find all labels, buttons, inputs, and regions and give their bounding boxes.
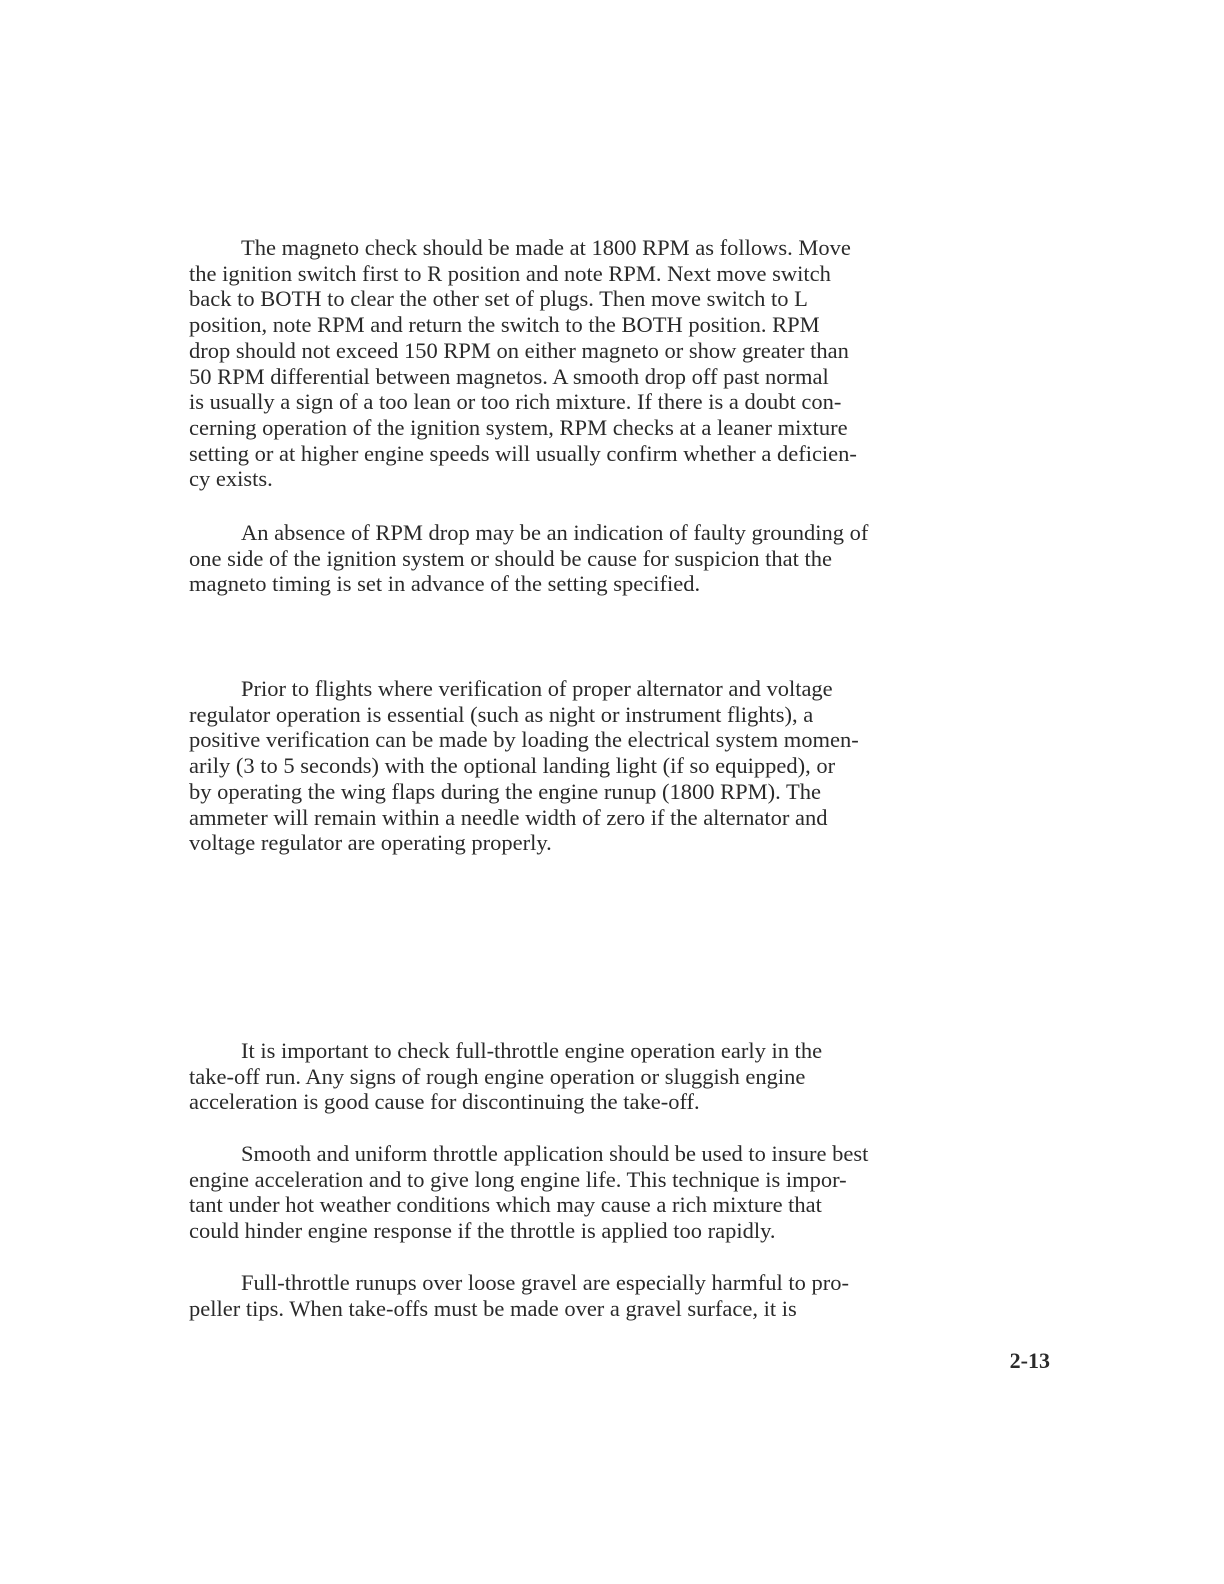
text-line: is usually a sign of a too lean or too rich mixture. If there is a doubt con- (189, 389, 842, 415)
text-line: cerning operation of the ignition system, RPM checks at a leaner mixture (189, 414, 848, 440)
paragraph-alternator-check (189, 676, 1049, 856)
text-line: engine acceleration and to give long engine life. This technique is impor- (189, 1166, 847, 1192)
text-line: It is important to check full-throttle engine operation early in the (241, 1038, 823, 1063)
text-line: Smooth and uniform throttle application should be used to insure best (241, 1141, 869, 1166)
paragraph-magneto-check (189, 235, 1049, 492)
text-line: The magneto check should be made at 1800 RPM as follows. Move (241, 235, 851, 260)
text-line: magneto timing is set in advance of the setting specified. (189, 571, 701, 597)
paragraph-gravel-runups (189, 1270, 1049, 1321)
text-line: positive verification can be made by loading the electrical system momen- (189, 727, 859, 753)
text-line: peller tips. When take-offs must be made over a gravel surface, it is (189, 1295, 797, 1321)
paragraph-full-throttle-check (189, 1038, 1049, 1115)
text-line: could hinder engine response if the throttle is applied too rapidly. (189, 1218, 776, 1244)
text-line: one side of the ignition system or should be cause for suspicion that the (189, 545, 833, 571)
text-line: position, note RPM and return the switch to the BOTH position. RPM (189, 312, 820, 338)
text-line: setting or at higher engine speeds will usually confirm whether a deficien- (189, 440, 857, 466)
text-line: ammeter will remain within a needle width of zero if the alternator and (189, 804, 828, 830)
text-line: regulator operation is essential (such as night or instrument flights), a (189, 701, 814, 727)
text-line: Full-throttle runups over loose gravel are especially harmful to pro- (241, 1270, 849, 1295)
text-line: drop should not exceed 150 RPM on either magneto or show greater than (189, 337, 849, 363)
text-line: take-off run. Any signs of rough engine operation or sluggish engine (189, 1063, 806, 1089)
text-line: arily (3 to 5 seconds) with the optional landing light (if so equipped), or (189, 753, 836, 779)
paragraph-rpm-drop-absence (189, 520, 1049, 597)
page-number: 2-13 (1009, 1348, 1050, 1373)
text-line: An absence of RPM drop may be an indication of faulty grounding of (241, 520, 869, 545)
text-line: 50 RPM differential between magnetos. A smooth drop off past normal (189, 363, 829, 389)
text-line: Prior to flights where verification of proper alternator and voltage (241, 676, 833, 701)
paragraph-throttle-application (189, 1141, 1049, 1244)
text-line: the ignition switch first to R position and note RPM. Next move switch (189, 260, 831, 286)
text-line: acceleration is good cause for discontinuing the take-off. (189, 1089, 700, 1115)
text-line: back to BOTH to clear the other set of plugs. Then move switch to L (189, 286, 808, 312)
text-line: voltage regulator are operating properly. (189, 830, 552, 856)
text-line: cy exists. (189, 466, 273, 492)
text-line: by operating the wing flaps during the engine runup (1800 RPM). The (189, 778, 821, 804)
text-line: tant under hot weather conditions which may cause a rich mixture that (189, 1192, 822, 1218)
